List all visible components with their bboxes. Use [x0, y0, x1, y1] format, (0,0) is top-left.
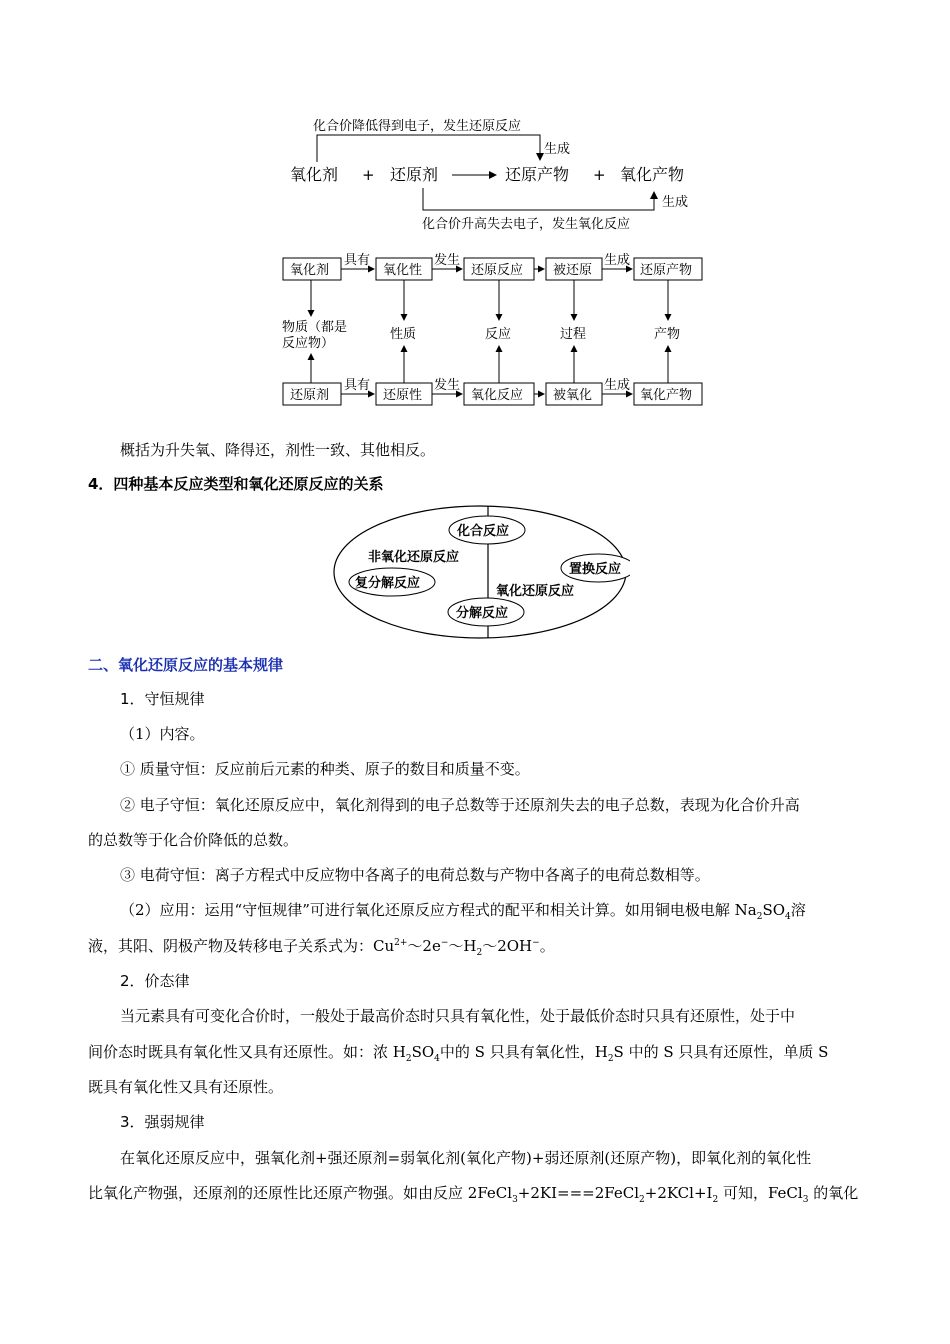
plus-sign-1: +	[362, 166, 375, 184]
box-oxidized-text: 被氧化	[553, 388, 593, 403]
box-oxidation-rx-text: 氧化反应	[471, 388, 524, 403]
rule1-title: 1．守恒规律	[120, 690, 205, 708]
box-reductant-text: 还原剂	[290, 388, 330, 403]
box-reducing-text: 还原性	[383, 388, 423, 403]
reduction-label: 化合价降低得到电子，发生还原反应	[313, 119, 522, 134]
venn-decomposition: 分解反应	[456, 606, 509, 621]
mid-reaction: 反应	[485, 327, 512, 342]
rule1-charge: ③ 电荷守恒：离子方程式中反应物中各离子的电荷总数与产物中各离子的电荷总数相等。	[120, 866, 710, 884]
mid-property: 性质	[390, 327, 417, 342]
rule1-content: （1）内容。	[120, 725, 205, 743]
venn-combination: 化合反应	[457, 524, 510, 539]
reaction-types-venn	[330, 502, 630, 642]
rule3-a: 在氧化还原反应中，强氧化剂+强还原剂=弱氧化剂(氧化产物)+弱还原剂(还原产物)，即氧化剂的氧化性	[120, 1149, 812, 1167]
box-reduction-product-text: 还原产物	[640, 263, 693, 278]
rule1-app-a: （2）应用：运用“守恒规律”可进行氧化还原反应方程式的配平和相关计算。如用铜电极电解 $Na_2SO_4$溶	[120, 901, 806, 922]
rule1-mass: ① 质量守恒：反应前后元素的种类、原子的数目和质量不变。	[120, 760, 530, 778]
oxidation-bracket	[423, 188, 654, 210]
box-oxidizing-text: 氧化性	[383, 263, 423, 278]
section-2-title: 二、氧化还原反应的基本规律	[88, 656, 284, 674]
rule2-c: 既具有氧化性又具有还原性。	[88, 1078, 284, 1096]
mid-substance-1: 物质（都是	[282, 320, 348, 335]
edge-gen-top: 生成	[604, 253, 631, 268]
venn-double-decomp: 复分解反应	[355, 576, 421, 591]
rule1-electron-b: 的总数等于化合价降低的总数。	[88, 831, 299, 849]
rule2-a: 当元素具有可变化合价时，一般处于最高价态时只具有氧化性，处于最低价态时只具有还原性，处于中	[120, 1007, 796, 1025]
reductant-term: 还原剂	[390, 165, 439, 184]
venn-non-redox: 非氧化还原反应	[368, 550, 460, 565]
box-reduced-text: 被还原	[553, 263, 593, 278]
box-oxidation-product-text: 氧化产物	[640, 388, 693, 403]
redox-flow-diagram	[270, 110, 710, 240]
redox-concept-map	[278, 250, 708, 410]
plus-sign-2: +	[593, 166, 606, 184]
rule2-b: 间价态时既具有氧化性又具有还原性。如：浓 $H_2SO_4$中的 S 只具有氧化性，$H_2S$ 中的 S 只具有还原性，单质 S	[88, 1043, 829, 1064]
edge-undergo-bottom: 发生	[434, 378, 461, 393]
gen-label-2: 生成	[662, 195, 689, 210]
box-reduction-rx-text: 还原反应	[471, 263, 524, 278]
venn-redox: 氧化还原反应	[496, 584, 575, 599]
rule1-electron-a: ② 电子守恒：氧化还原反应中，氧化剂得到的电子总数等于还原剂失去的电子总数，表现为化合价升高	[120, 796, 800, 814]
mid-substance-2: 反应物）	[282, 336, 335, 351]
reduction-bracket	[317, 135, 540, 162]
edge-undergo-top: 发生	[434, 253, 461, 268]
edge-has-bottom: 具有	[344, 378, 371, 393]
oxidation-product-term: 氧化产物	[620, 165, 685, 184]
rule1-app-b: 液，其阳、阴极产物及转移电子关系式为：$Cu^{2+}\sim 2e^-\sim H_2\sim 2OH^-$。	[88, 937, 555, 958]
edge-gen-bottom: 生成	[604, 378, 631, 393]
oxidation-label: 化合价升高失去电子，发生氧化反应	[422, 217, 631, 232]
reduction-product-term: 还原产物	[505, 165, 570, 184]
venn-displacement: 置换反应	[569, 562, 622, 577]
oxidant-term: 氧化剂	[290, 165, 339, 184]
rule2-title: 2．价态律	[120, 972, 190, 990]
edge-has-top: 具有	[344, 253, 371, 268]
section-4-title: 4．四种基本反应类型和氧化还原反应的关系	[88, 475, 384, 493]
summary-text: 概括为升失氧、降得还，剂性一致、其他相反。	[120, 441, 436, 459]
mid-process: 过程	[560, 327, 587, 342]
mid-product: 产物	[654, 327, 681, 342]
gen-label-1: 生成	[544, 142, 571, 157]
box-oxidant-text: 氧化剂	[290, 263, 330, 278]
rule3-title: 3．强弱规律	[120, 1113, 205, 1131]
rule3-b: 比氧化产物强，还原剂的还原性比还原产物强。如由反应 $2FeCl_3+2KI===2FeCl_2+2KCl+I_2$ 可知，FeCl$_3$ 的氧化	[88, 1184, 859, 1205]
